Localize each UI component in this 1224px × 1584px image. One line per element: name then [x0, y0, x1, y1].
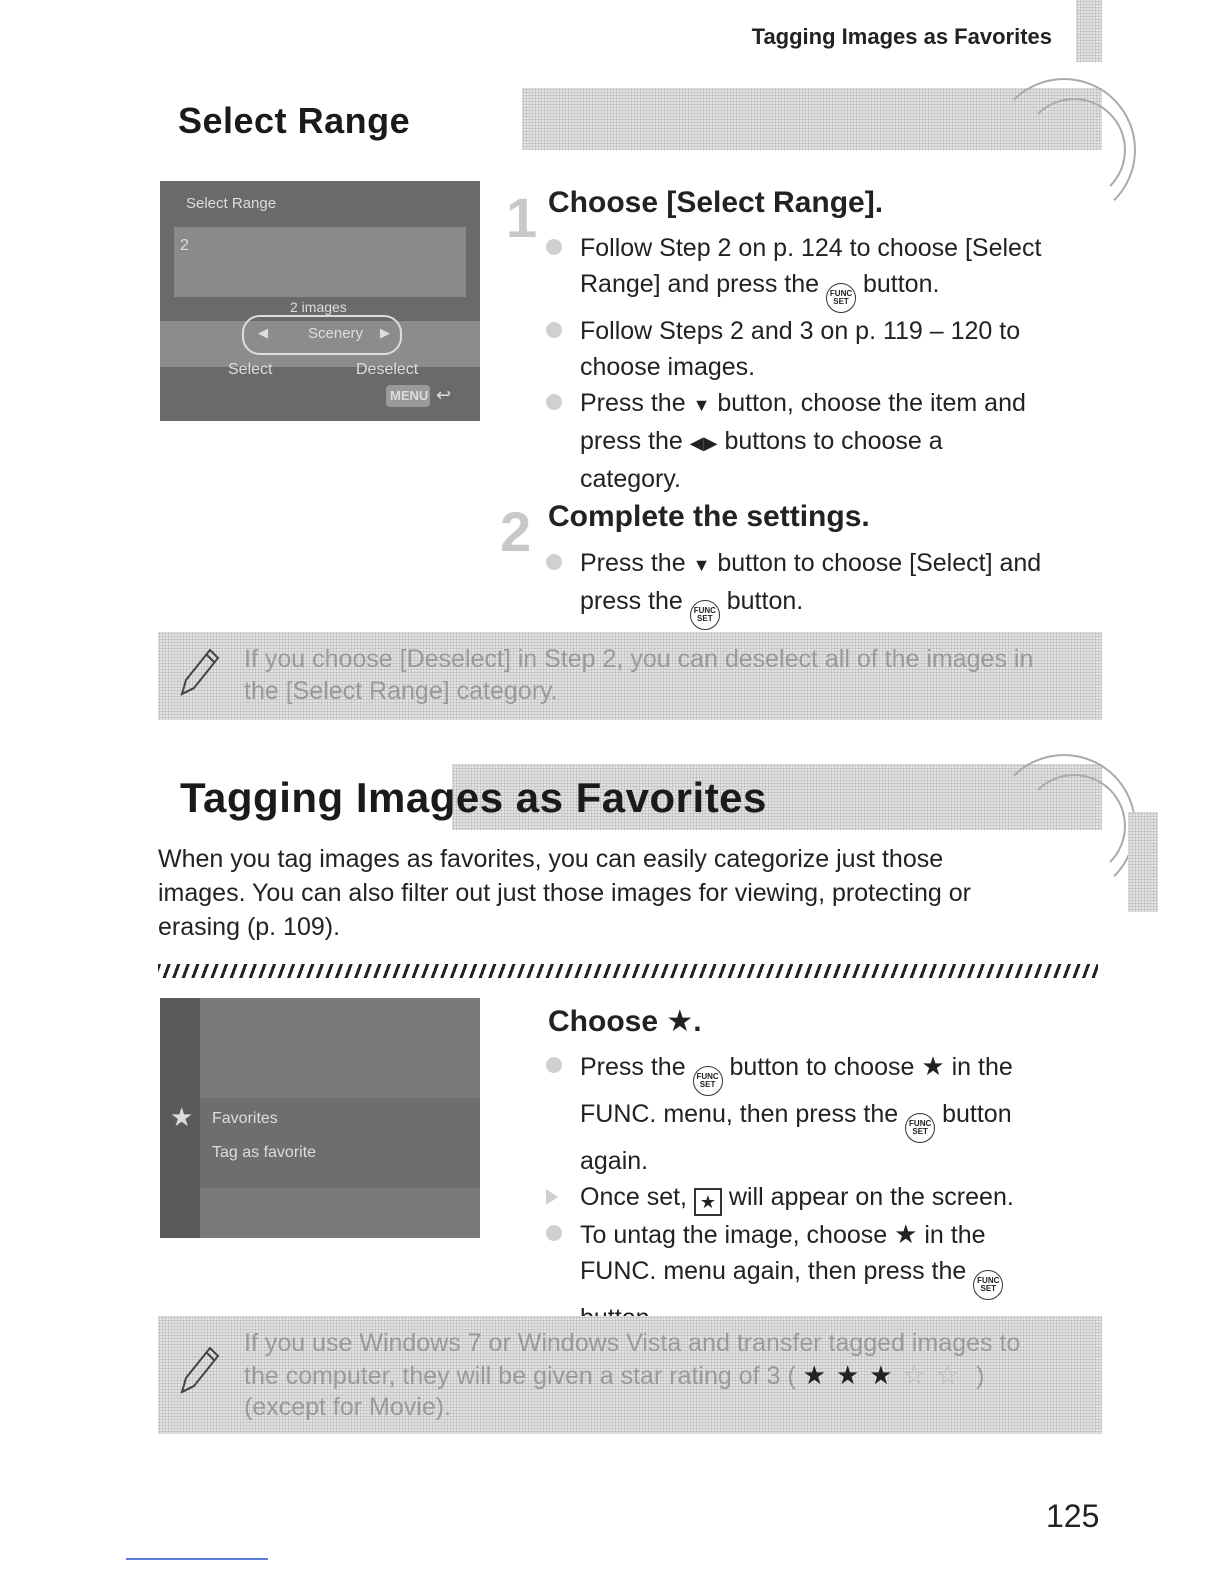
arc-decoration	[1022, 98, 1126, 202]
bullet-text: button.	[726, 587, 804, 615]
bullet-icon	[546, 239, 562, 255]
chapter-tab-marker	[1076, 0, 1102, 62]
star-icon: ★	[894, 1219, 918, 1249]
images-label: 2 images	[290, 299, 347, 315]
bullet-text: in the	[924, 1221, 986, 1249]
func-set-button-icon: FUNC SET	[905, 1113, 935, 1143]
bullet-text: Press the	[580, 1053, 686, 1081]
bullet-icon	[546, 1225, 562, 1241]
star-icon: ★	[170, 1102, 194, 1132]
section-title: Select Range	[178, 100, 411, 141]
bullet-icon	[546, 554, 562, 570]
bullet-text: Once set,	[580, 1183, 687, 1211]
camera-screen-favorites	[160, 998, 480, 1238]
bullet-icon	[546, 394, 562, 410]
note-line: the [Select Range] category.	[244, 677, 558, 705]
menu-item: Favorites	[212, 1110, 278, 1127]
intro-paragraph	[158, 842, 1098, 944]
intro-line: erasing (p. 109).	[158, 913, 341, 941]
page-number: 125	[1046, 1498, 1100, 1534]
bullet-item	[580, 313, 1100, 385]
bullet-text: FUNC. menu, then press the	[580, 1100, 899, 1128]
section-title: Tagging Images as Favorites	[180, 774, 767, 821]
bullet-text: choose images.	[580, 353, 756, 381]
bullet-text: category.	[580, 465, 681, 493]
bullet-text: button, choose the item and	[717, 389, 1026, 417]
star-icon: ★	[921, 1051, 945, 1081]
step-heading: Complete the settings.	[548, 500, 870, 533]
intro-line: images. You can also filter out just those images for viewing, protecting or	[158, 879, 971, 907]
bullet-text: button to choose	[729, 1053, 915, 1081]
note-box	[158, 632, 1102, 720]
result-arrow-icon	[546, 1189, 558, 1205]
intro-line: When you tag images as favorites, you can easily categorize just those	[158, 845, 944, 873]
running-header: Tagging Images as Favorites	[751, 24, 1052, 49]
bullet-icon	[546, 322, 562, 338]
chapter-tab-marker	[1128, 812, 1158, 912]
bullet-text: press the	[580, 587, 683, 615]
bullet-text: Follow Steps 2 and 3 on p. 119 – 120 to	[580, 317, 1021, 345]
step-heading: Choose [Select Range].	[548, 186, 884, 219]
bullet-text: button.	[862, 270, 940, 298]
bullet-item	[580, 1048, 1100, 1179]
menu-item: Tag as favorite	[212, 1144, 317, 1161]
note-line: If you choose [Deselect] in Step 2, you can deselect all of the images in	[244, 645, 1034, 673]
footer-rule	[126, 1558, 268, 1560]
note-box	[158, 1316, 1102, 1434]
bullet-text: again.	[580, 1147, 649, 1175]
step2-bullets	[580, 545, 1100, 630]
step-bullets	[580, 1048, 1100, 1336]
left-right-buttons-icon: ◀▶	[689, 433, 718, 453]
step-number: 2	[500, 500, 532, 563]
bullet-text: Press the	[580, 549, 686, 577]
menu-button-label: MENU	[386, 385, 430, 407]
func-set-button-icon: FUNC SET	[973, 1270, 1003, 1300]
right-arrow-icon: ▶	[380, 325, 390, 340]
bullet-item	[580, 1179, 1100, 1216]
bullet-text: Press the	[580, 389, 686, 417]
bullet-text: button	[942, 1100, 1012, 1128]
bullet-item	[580, 545, 1100, 630]
step-heading: Choose ★.	[548, 1005, 702, 1038]
bullet-text: will appear on the screen.	[728, 1183, 1014, 1211]
pencil-icon	[172, 642, 222, 704]
bullet-text: Follow Step 2 on p. 124 to choose [Select	[580, 234, 1042, 262]
pencil-icon	[172, 1340, 222, 1402]
hatched-divider	[158, 964, 1098, 978]
down-button-icon: ▼	[692, 395, 711, 415]
select-option: Select	[228, 361, 273, 378]
func-set-button-icon: FUNC SET	[690, 600, 720, 630]
bullet-text: To untag the image, choose	[580, 1221, 888, 1249]
favorite-tag-icon: ★	[694, 1188, 722, 1216]
screen-title: Select Range	[186, 195, 277, 212]
star-rating: ★★★☆☆	[802, 1360, 970, 1390]
step-number: 1	[506, 186, 538, 249]
bullet-icon	[546, 1057, 562, 1073]
section-band	[522, 88, 1102, 150]
note-line: the computer, they will be given a star rating of 3 ( ★★★☆☆ )	[244, 1360, 985, 1390]
bullet-text: FUNC. menu again, then press the	[580, 1257, 967, 1285]
bullet-item	[580, 230, 1100, 313]
star-icon: ★	[666, 1005, 694, 1038]
down-button-icon: ▼	[692, 555, 711, 575]
note-line: (except for Movie).	[244, 1393, 452, 1421]
bullet-text: button to choose [Select] and	[717, 549, 1042, 577]
func-set-button-icon: FUNC SET	[826, 283, 856, 313]
return-icon: ↩	[436, 385, 452, 405]
bullet-text: Range] and press the	[580, 270, 820, 298]
deselect-option: Deselect	[356, 361, 419, 378]
bullet-text: buttons to choose a	[724, 427, 943, 455]
note-line: If you use Windows 7 or Windows Vista and transfer tagged images to	[244, 1329, 1021, 1357]
bullet-text: press the	[580, 427, 683, 455]
camera-screen-select-range	[160, 181, 480, 421]
left-arrow-icon: ◀	[258, 325, 268, 340]
bullet-text: in the	[951, 1053, 1013, 1081]
thumbnail-strip	[174, 227, 466, 297]
step1-bullets	[580, 230, 1100, 497]
category-selector	[242, 315, 402, 355]
func-set-button-icon: FUNC SET	[693, 1066, 723, 1096]
category-value: Scenery	[308, 325, 364, 342]
bullet-item	[580, 385, 1100, 497]
count-label: 2	[180, 237, 189, 254]
